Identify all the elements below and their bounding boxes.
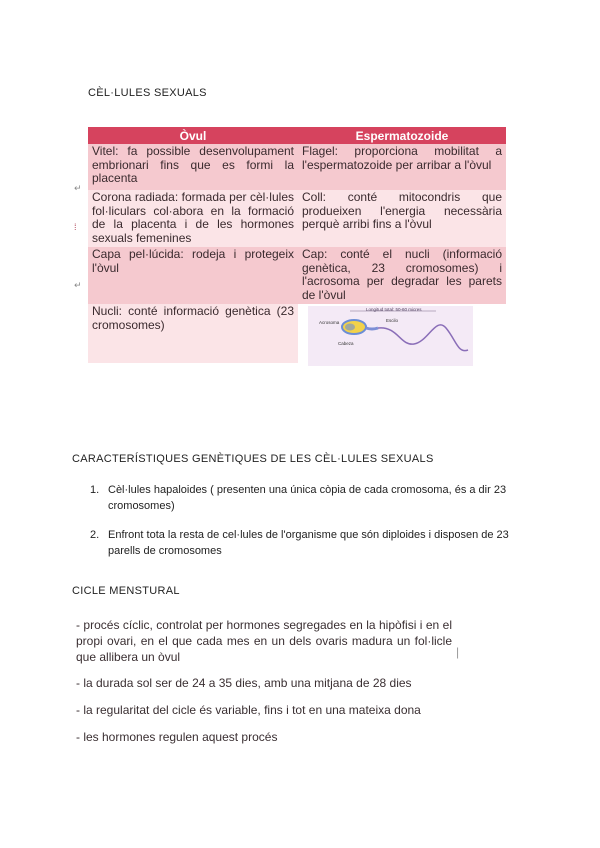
table-row (88, 190, 506, 247)
table-row (88, 144, 506, 190)
margin-mark: ↵ (74, 183, 82, 193)
cycle-line: - la regularitat del cicle és variable, fins i tot en una mateixa dona (76, 703, 421, 717)
table-cell: Vitel: fa possible desenvolupament embrionari fins que es formi la placenta (88, 144, 298, 190)
table-row (88, 247, 506, 304)
list-item-text: Cèl·lules hapaloides ( presenten una única còpia de cada cromosoma, és a dir 23 cromosomes) (108, 484, 507, 512)
cycle-line: - les hormones regulen aquest procés (76, 730, 278, 744)
numbered-list (90, 527, 520, 559)
label-acrosoma: Acrosoma (319, 320, 340, 325)
table-row (88, 304, 506, 363)
comparison-table (88, 127, 506, 363)
list-item-text: Enfront tota la resta de cel·lules de l'organisme que són diploides i disposen de 23 parells de cromosomes (108, 529, 509, 557)
cycle-line: - la durada sol ser de 24 a 35 dies, amb una mitjana de 28 dies (76, 676, 412, 690)
column-header-sperm: Espermatozoide (298, 127, 506, 144)
list-item (90, 482, 520, 514)
table-header-row (88, 127, 506, 144)
cycle-line: - procés cíclic, controlat per hormones segregades en la hipòfisi i en el propi ovari, en el que cada mes en un dels ovaris madura un fol·licle que allibera un òvul (76, 618, 452, 664)
margin-mark: ↵ (74, 280, 82, 290)
table-cell: Capa pel·lúcida: rodeja i protegeix l'òvul (88, 247, 298, 304)
label-escilo: Escilo (386, 318, 399, 323)
acrosome (345, 324, 355, 331)
table-cell: Flagel: proporciona mobilitat a l'espermatozoide per arribar a l'òvul (298, 144, 506, 190)
numbered-list (90, 482, 520, 514)
table-cell: Nucli: conté informació genètica (23 cromosomes) (88, 304, 298, 363)
column-header-ovum: Òvul (88, 127, 298, 144)
section-heading-cycle: CICLE MENSTURAL (72, 585, 180, 597)
diagram-background (308, 306, 473, 366)
table-cell: Coll: conté mitocondris que produeixen l'energia necessària perquè arribi fins a l'òvul (298, 190, 506, 247)
cursor-mark: | (456, 645, 460, 659)
length-label: Longitud total: 50-60 micres (366, 307, 422, 312)
section-heading-genetic: CARACTERÍSTIQUES GENÈTIQUES DE LES CÈL·LULES SEXUALS (72, 453, 434, 465)
sperm-diagram-cell (298, 304, 506, 363)
section-heading-sex-cells: CÈL·LULES SEXUALS (88, 87, 207, 99)
label-cabeza: Cabeza (338, 341, 354, 346)
list-number: 2. (90, 529, 100, 541)
margin-mark: ⁞ (74, 222, 77, 232)
sperm-diagram (308, 306, 473, 366)
list-item (90, 527, 520, 559)
list-number: 1. (90, 484, 100, 496)
sperm-midpiece (366, 328, 378, 329)
table-cell: Cap: conté el nucli (informació genètica, 23 cromosomes) i l'acrosoma per degradar les parets de l'òvul (298, 247, 506, 304)
table-cell: Corona radiada: formada per cèl·lules fol·liculars col·abora en la formació de la placenta i de les hormones sexuals femenines (88, 190, 298, 247)
